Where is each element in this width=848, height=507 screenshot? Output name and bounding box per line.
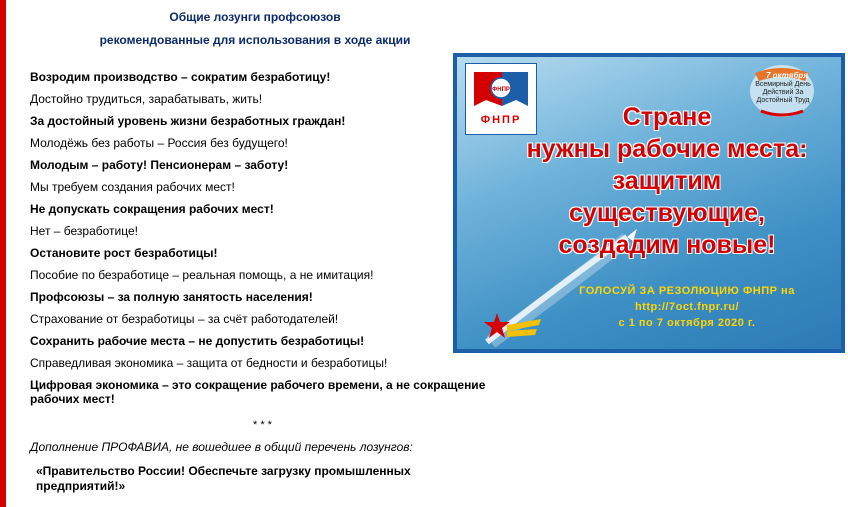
slogan-item: Остановите рост безработицы! <box>30 246 218 260</box>
addition-slogan: «Правительство России! Обеспечьте загрузку промышленных предприятий!» <box>36 464 411 493</box>
document-header <box>40 6 470 52</box>
slogan-item: Страхование от безработицы – за счёт работодателей! <box>30 312 339 326</box>
slogan-list <box>30 70 500 414</box>
fnpr-banner <box>453 53 845 353</box>
vote-dates: с 1 по 7 октября 2020 г. <box>618 317 756 329</box>
header-line-1: Общие лозунги профсоюзов <box>169 10 341 24</box>
slogan-item: Молодым – работу! Пенсионерам – заботу! <box>30 158 289 172</box>
left-red-bar <box>0 0 6 507</box>
separator: * * * <box>253 419 272 431</box>
vote-link[interactable]: http://7oct.fnpr.ru/ <box>634 301 740 313</box>
slogan-item: Не допускать сокращения рабочих мест! <box>30 202 274 216</box>
logo-inner-text: ФНПР <box>492 87 510 93</box>
slogan-item: За достойный уровень жизни безработных граждан! <box>30 114 346 128</box>
title-line: нужны рабочие места: <box>526 135 808 163</box>
world-day-text: Всемирный День Действий За Достойный Труд <box>755 81 811 104</box>
title-line: Стране <box>622 103 712 131</box>
slogan-item: Цифровая экономика – это сокращение рабочего времени, а не сокращение рабочих мест! <box>30 378 486 406</box>
slogan-item: Профсоюзы – за полную занятость населения! <box>30 290 313 304</box>
slogan-item: Молодёжь без работы – Россия без будущего! <box>30 136 288 150</box>
slogan-item: Возродим производство – сократим безработицу! <box>30 70 331 84</box>
slogan-item: Справедливая экономика – защита от бедности и безработицы! <box>30 356 388 370</box>
title-line: защитим <box>612 167 722 195</box>
slogan-item: Достойно трудиться, зарабатывать, жить! <box>30 92 263 106</box>
slogan-item: Сохранить рабочие места – не допустить безработицы! <box>30 334 365 348</box>
addition-note: Дополнение ПРОФАВИА, не вошедшее в общий перечень лозунгов: <box>30 440 413 454</box>
slogan-item: Мы требуем создания рабочих мест! <box>30 180 235 194</box>
world-day-date: 7 октября <box>766 71 808 80</box>
vote-line-1: ГОЛОСУЙ ЗА РЕЗОЛЮЦИЮ ФНПР на <box>579 285 795 297</box>
vote-call <box>517 283 845 331</box>
banner-title <box>487 101 845 261</box>
title-line: существующие, <box>569 199 765 227</box>
title-line: создадим новые! <box>558 231 776 259</box>
slogan-item: Пособие по безработице – реальная помощь, а не имитация! <box>30 268 374 282</box>
slogan-item: Нет – безработице! <box>30 224 139 238</box>
logo-label: ФНПР <box>480 114 522 126</box>
header-line-2: рекомендованные для использования в ходе акции <box>99 33 411 47</box>
